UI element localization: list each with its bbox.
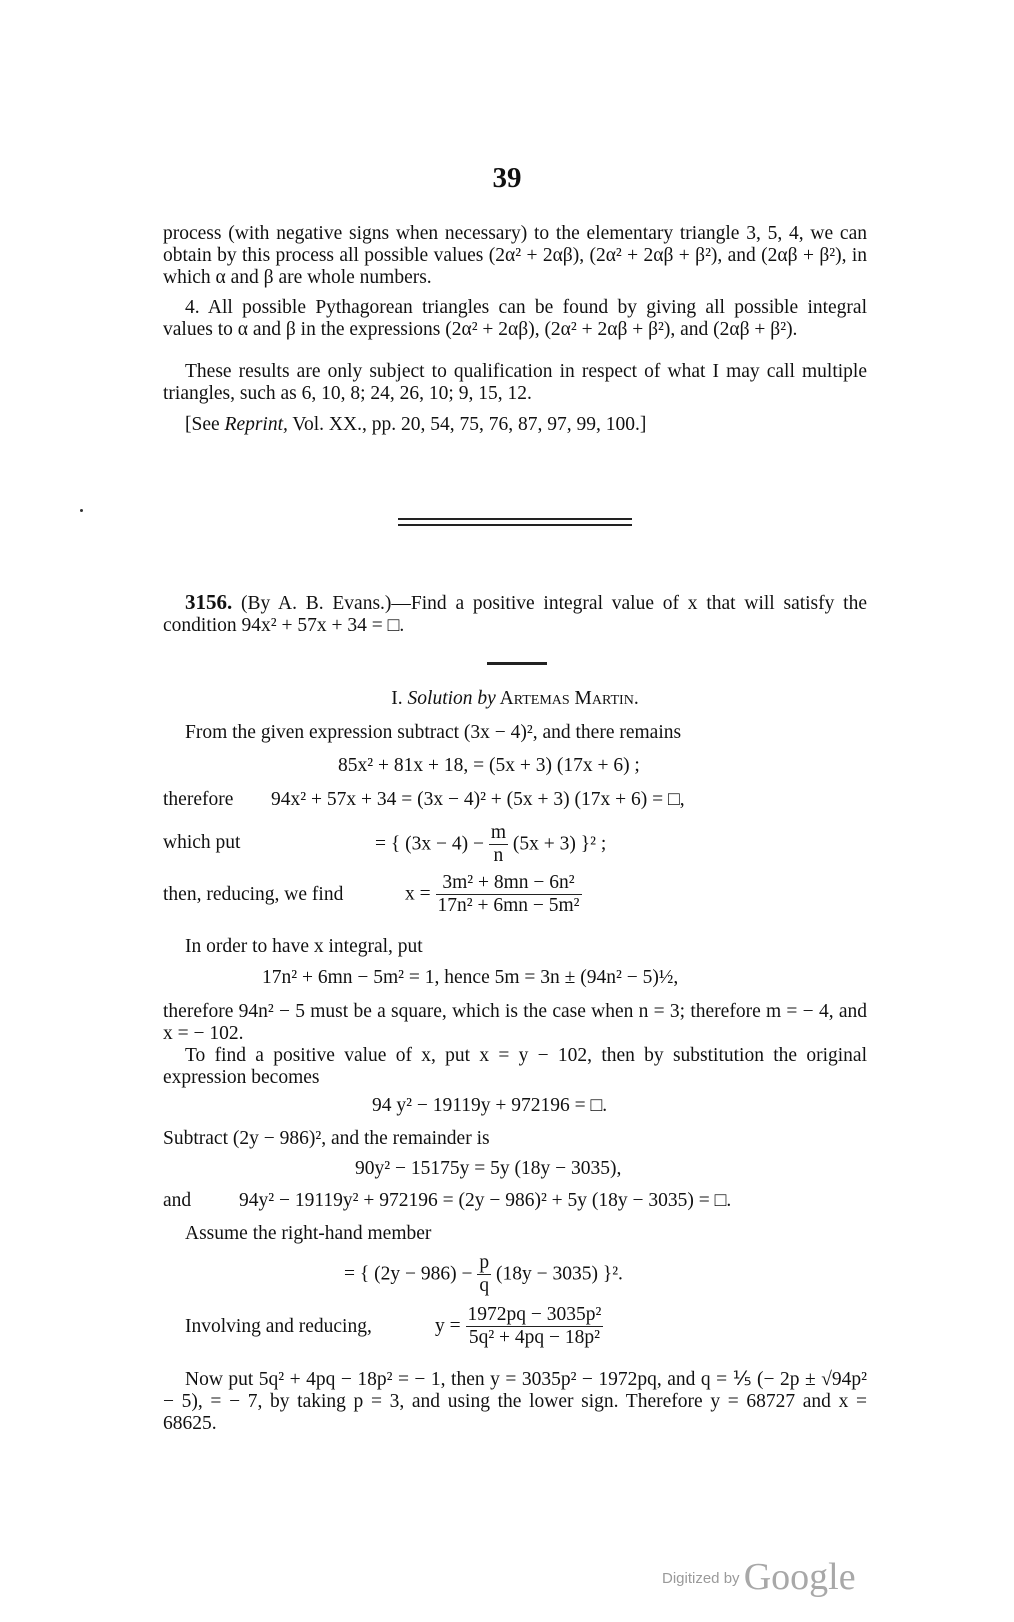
digitized-by-google-watermark	[662, 1555, 856, 1599]
solution-author: Artemas Martin.	[495, 688, 639, 709]
solution-p6: Assume the right-hand member	[185, 1223, 432, 1244]
equation-10-num: 1972pq − 3035p²	[467, 1304, 602, 1325]
watermark-text: Digitized by	[662, 1570, 744, 1587]
equation-10-den: 5q² + 4pq − 18p²	[468, 1327, 601, 1348]
solution-heading-italic: Solution by	[407, 688, 496, 709]
equation-3-pre: = { (3x − 4) −	[375, 833, 484, 855]
reprint-open: [See	[185, 414, 225, 435]
problem-divider	[487, 662, 547, 665]
equation-8-label: and	[163, 1190, 192, 1211]
scan-speck	[80, 509, 83, 512]
equation-8-row	[163, 1190, 883, 1212]
equation-3-frac-num: m	[490, 822, 507, 843]
paragraph-results: These results are only subject to qualification in respect of what I may call multiple triangles, such as 6, 10, 8; 24, 26, 10; 9, 15, 12.	[163, 361, 867, 404]
solution-p4: To find a positive value of x, put x = y − 102, then by substitution the original expression becomes	[163, 1045, 867, 1088]
section-divider	[398, 518, 632, 526]
equation-2-label: therefore	[163, 789, 234, 810]
equation-9-frac-num: p	[479, 1252, 490, 1273]
solution-p7: Now put 5q² + 4pq − 18p² = − 1, then y = 3035p² − 1972pq, and q = ⅕ (− 2p ± √94p² − 5), = − 7, by taking p = 3, and using the lower sign. Therefore y = 68727 and x = 68625.	[163, 1369, 867, 1434]
google-logo: Google	[743, 1556, 856, 1598]
problem-number: 3156.	[185, 590, 233, 614]
page-number: 39	[492, 162, 522, 194]
equation-10-label: Involving and reducing,	[185, 1316, 372, 1337]
solution-p1: From the given expression subtract (3x − 4)², and there remains	[185, 722, 682, 743]
solution-heading-number: I.	[391, 688, 408, 709]
equation-8: 94y² − 19119y² + 972196 = (2y − 986)² + 5y (18y − 3035) = □.	[239, 1190, 732, 1211]
problem-text: (By A. B. Evans.)—Find a positive integral value of x that will satisfy the condition 94x² + 57x + 34 = □.	[163, 593, 867, 636]
equation-4-den: 17n² + 6mn − 5m²	[437, 895, 580, 916]
solution-p5: Subtract (2y − 986)², and the remainder is	[163, 1128, 490, 1149]
problem-statement	[163, 591, 867, 637]
equation-2-row	[163, 789, 883, 811]
equation-9-post: (18y − 3035) }².	[495, 1263, 623, 1285]
equation-7: 90y² − 15175y = 5y (18y − 3035),	[355, 1158, 622, 1179]
equation-3-frac-den: n	[493, 845, 504, 866]
equation-3-label: which put	[163, 832, 241, 853]
paragraph-pythagorean: 4. All possible Pythagorean triangles can be found by giving all possible integral values to α and β in the expressions (2α² + 2αβ), (2α² + 2αβ + β²), and (2αβ + β²).	[163, 297, 867, 340]
reprint-title: Reprint,	[224, 414, 288, 435]
reprint-reference	[163, 414, 867, 436]
equation-10-lhs: y =	[435, 1315, 461, 1337]
solution-p2: In order to have x integral, put	[185, 936, 423, 957]
reprint-rest: Vol. XX., pp. 20, 54, 75, 76, 87, 97, 99, 100.]	[287, 414, 647, 435]
equation-6: 94 y² − 19119y + 972196 = □.	[372, 1095, 608, 1116]
equation-9-frac-den: q	[479, 1275, 490, 1296]
equation-4-label: then, reducing, we find	[163, 884, 344, 905]
equation-1: 85x² + 81x + 18, = (5x + 3) (17x + 6) ;	[338, 755, 640, 776]
equation-4-lhs: x =	[405, 883, 431, 905]
equation-4-num: 3m² + 8mn − 6n²	[436, 872, 582, 895]
equation-2: 94x² + 57x + 34 = (3x − 4)² + (5x + 3) (17x + 6) = □,	[271, 789, 685, 810]
equation-9-pre: = { (2y − 986) −	[344, 1263, 473, 1285]
equation-3-post: (5x + 3) }² ;	[512, 833, 607, 855]
paragraph-process: process (with negative signs when necessary) to the elementary triangle 3, 5, 4, we can obtain by this process all possible values (2α² + 2αβ), (2α² + 2αβ + β²), and (2αβ + β²), in which α and β are whole numbers.	[163, 223, 867, 288]
solution-heading	[163, 688, 867, 710]
equation-9-row	[344, 1252, 1014, 1297]
solution-p3: therefore 94n² − 5 must be a square, which is the case when n = 3; therefore m = − 4, and x = − 102.	[163, 1001, 867, 1044]
equation-5: 17n² + 6mn − 5m² = 1, hence 5m = 3n ± (94n² − 5)½,	[262, 967, 679, 988]
